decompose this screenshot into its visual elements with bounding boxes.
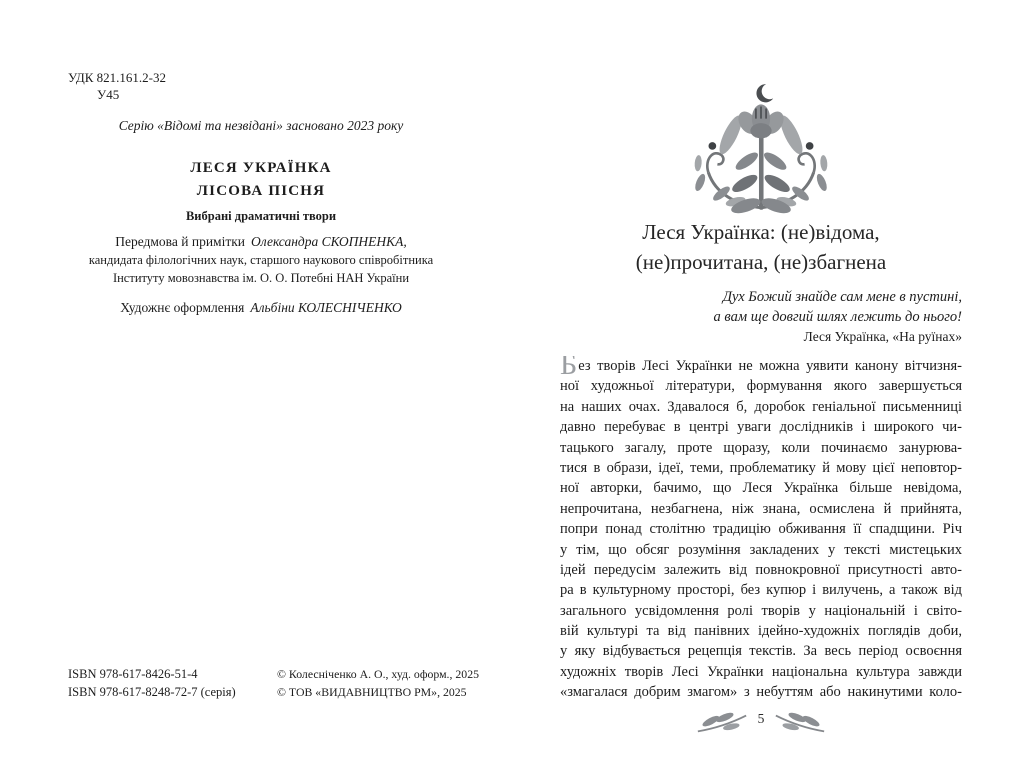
copyright-designer: © Колесніченко А. О., худ. оформ., 2025 <box>277 667 479 681</box>
body-line: загального усвідомлення ролі творів у національній і світо- <box>560 602 962 619</box>
chapter-heading-line1: Леся Українка: (не)відома, <box>642 220 880 244</box>
design-author-name: Альбіни КОЛЕСНІЧЕНКО <box>250 300 402 315</box>
body-line-text: ез творів Лесі Українки не можна уявити канону вітчизня- <box>578 358 962 374</box>
title-block <box>65 158 457 224</box>
chapter-heading <box>560 218 962 277</box>
epigraph-attribution: Леся Українка, «На руїнах» <box>803 329 962 344</box>
isbn-series: ISBN 978-617-8248-72-7 (серія) <box>68 684 236 699</box>
body-line: ної художньої літератури, формування якого завершується <box>560 378 962 395</box>
preface-credit-line3: Інституту мовознавства ім. О. О. Потебні НАН України <box>112 271 410 285</box>
leaf-sprig-left-icon <box>696 710 748 736</box>
folk-flower-ornament-icon <box>560 82 962 221</box>
design-credit <box>65 300 457 316</box>
epigraph-line1: Дух Божий знайде сам мене в пустині, <box>722 289 962 305</box>
chapter-heading-line2: (не)прочитана, (не)збагнена <box>635 249 887 274</box>
page-number: 5 <box>757 711 765 726</box>
body-line: «змагалася добрим змагом» з небуттям або накинутими коло- <box>560 684 962 701</box>
credits-block <box>65 233 457 287</box>
udk-block <box>68 70 166 103</box>
copyright-block <box>277 666 479 702</box>
body-line: непрочитана, незбагнена, ніж знана, осмислена й прийнята, <box>560 500 962 517</box>
body-text <box>560 356 962 703</box>
body-line: тися в образи, ідеї, теми, проблематику й мову цієї неповтор- <box>560 459 962 476</box>
body-line: у яку відбувається рецепція текстів. За весь період освоєння <box>560 643 962 660</box>
body-line <box>560 356 962 376</box>
udk-number: УДК 821.161.2-32 <box>68 70 167 85</box>
udk-author-code: У45 <box>97 86 120 102</box>
preface-credit <box>65 233 457 251</box>
body-line: давно перебуває в центрі уваги дослідників і широкого чи- <box>560 419 962 436</box>
body-line: вій культурі та від панівних ідейно-художніх поглядів доби, <box>560 623 962 640</box>
body-line: ної авторки, бачимо, що Леся Українка більше невідома, <box>560 480 962 497</box>
book-author: ЛЕСЯ УКРАЇНКА <box>190 160 332 176</box>
epigraph <box>560 287 962 327</box>
body-line: ідей передусім залежить від повнокровної присутності авто- <box>560 561 962 578</box>
body-line: тацького загалу, проте щоразу, коли починаємо занурюва- <box>560 439 962 456</box>
isbn-book: ISBN 978-617-8426-51-4 <box>68 667 198 681</box>
copyright-publisher: © ТОВ «ВИДАВНИЦТВО РМ», 2025 <box>277 684 467 699</box>
preface-credit-line2: кандидата філологічних наук, старшого наукового співробітника <box>88 253 434 267</box>
body-line: на наших очах. Здавалося б, доробок геніальної письменниці <box>560 398 962 415</box>
design-label: Художнє оформлення <box>120 300 245 315</box>
book-subtitle: Вибрані драматичні твори <box>185 209 337 223</box>
body-line: у тім, що обсяг розуміння закладених у тексті мистецьких <box>560 541 962 558</box>
isbn-block <box>68 666 236 701</box>
series-note: Серію «Відомі та незвідані» засновано 2023 року <box>118 118 404 133</box>
body-line: попри понад столітню традицію обживання її спадщини. Річ <box>560 521 962 538</box>
preface-label: Передмова й примітки <box>115 234 246 249</box>
initial-capital: Б <box>560 356 578 377</box>
body-line: художніх творів Лесі Українки національна культура завжди <box>560 663 962 680</box>
epigraph-line2: а вам ще довгий шлях лежить до нього! <box>713 309 962 325</box>
book-title: ЛІСОВА ПІСНЯ <box>196 183 326 199</box>
page-footer <box>560 710 962 741</box>
preface-author-name: Олександра СКОПНЕНКА, <box>251 234 407 249</box>
body-line: ра в культурному просторі, без купюр і вилучень, а також від <box>560 582 962 599</box>
leaf-sprig-right-icon <box>774 710 826 736</box>
